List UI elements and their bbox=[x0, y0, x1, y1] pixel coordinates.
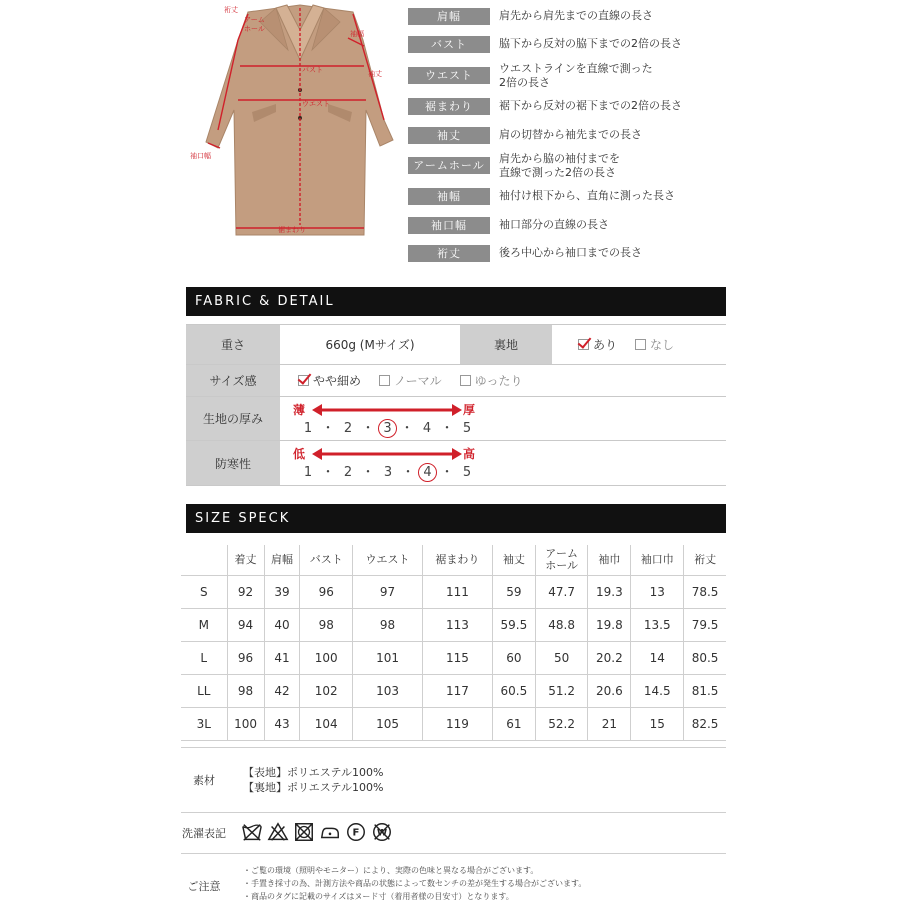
weight-label: 重さ bbox=[186, 325, 280, 364]
term-description: 肩先から肩先までの直線の長さ bbox=[499, 9, 653, 22]
table-row bbox=[181, 608, 726, 641]
lining-yes-option bbox=[578, 336, 617, 353]
size-cell: LL bbox=[181, 674, 227, 707]
double-arrow-icon bbox=[312, 404, 462, 416]
value-cell: 113 bbox=[422, 608, 492, 641]
value-cell: 94 bbox=[227, 608, 264, 641]
table-row bbox=[181, 674, 726, 707]
no-wet-clean-icon bbox=[371, 821, 393, 843]
value-cell: 100 bbox=[300, 641, 353, 674]
value-cell: 50 bbox=[535, 641, 587, 674]
term-label: バスト bbox=[408, 36, 490, 53]
unchecked-checkbox-icon bbox=[379, 375, 390, 386]
lining-options bbox=[578, 325, 726, 364]
term-row bbox=[408, 62, 708, 92]
term-description: 肩先から脇の袖付までを 直線で測った2倍の長さ bbox=[499, 151, 620, 179]
no-tumble-dry-icon bbox=[293, 821, 315, 843]
unchecked-checkbox-icon bbox=[635, 339, 646, 350]
value-cell: 15 bbox=[631, 707, 684, 740]
value-cell: 81.5 bbox=[684, 674, 726, 707]
coat-diagram bbox=[188, 0, 398, 245]
size-cell: L bbox=[181, 641, 227, 674]
scale-number: 2 bbox=[343, 465, 353, 480]
label-waist: ウエスト bbox=[302, 100, 330, 108]
value-cell: 98 bbox=[353, 608, 423, 641]
value-cell: 80.5 bbox=[684, 641, 726, 674]
table-row bbox=[181, 707, 726, 740]
note-line: ・手置き採寸の為、計測方法や商品の状態によって数センチの差が発生する場合がございます。 bbox=[243, 879, 587, 888]
scale-separator: ・ bbox=[440, 465, 454, 480]
material-line: 【表地】ポリエステル100% bbox=[243, 766, 384, 779]
term-label: ウエスト bbox=[408, 67, 490, 84]
fabric-table bbox=[186, 324, 726, 485]
term-label: 袖口幅 bbox=[408, 217, 490, 234]
material-row bbox=[181, 747, 726, 813]
value-cell: 14 bbox=[631, 641, 684, 674]
term-label: 肩幅 bbox=[408, 8, 490, 25]
dry-clean-f-icon bbox=[345, 821, 367, 843]
scale-separator: ・ bbox=[361, 465, 375, 480]
scale-number: 1 bbox=[303, 421, 313, 436]
checked-checkbox-icon bbox=[298, 375, 309, 386]
fabric-row-weight bbox=[186, 325, 726, 365]
header-cell bbox=[181, 545, 227, 575]
term-row bbox=[408, 214, 708, 239]
header-cell: ウエスト bbox=[353, 545, 423, 575]
value-cell: 59.5 bbox=[492, 608, 535, 641]
thickness-low-label: 薄 bbox=[293, 403, 306, 417]
value-cell: 13.5 bbox=[631, 608, 684, 641]
header-cell: 袖口巾 bbox=[631, 545, 684, 575]
value-cell: 117 bbox=[422, 674, 492, 707]
fabric-row-fit bbox=[186, 365, 726, 397]
fit-option-text: ゆったり bbox=[474, 374, 523, 388]
value-cell: 104 bbox=[300, 707, 353, 740]
scale-number: 5 bbox=[462, 421, 472, 436]
term-description: 脇下から反対の脇下までの2倍の長さ bbox=[499, 37, 682, 51]
thickness-scale-numbers bbox=[298, 417, 477, 438]
notes-label: ご注意 bbox=[187, 880, 221, 893]
value-cell: 115 bbox=[422, 641, 492, 674]
scale-separator: ・ bbox=[401, 465, 415, 480]
term-row bbox=[408, 124, 708, 149]
term-label: 袖幅 bbox=[408, 188, 490, 205]
header-cell: アーム ホール bbox=[535, 545, 587, 575]
svg-text:W: W bbox=[376, 827, 388, 839]
size-section-title: SIZE SPECK bbox=[186, 504, 726, 533]
term-row bbox=[408, 95, 708, 120]
term-description: 袖口部分の直線の長さ bbox=[499, 217, 609, 231]
value-cell: 101 bbox=[353, 641, 423, 674]
term-row bbox=[408, 242, 708, 267]
fit-option-text: ノーマル bbox=[394, 374, 442, 388]
value-cell: 79.5 bbox=[684, 608, 726, 641]
fit-options bbox=[298, 365, 718, 396]
lining-yes-text: あり bbox=[593, 338, 618, 352]
term-label: 裾まわり bbox=[408, 98, 490, 115]
value-cell: 43 bbox=[264, 707, 300, 740]
note-line: ・商品のタグに記載のサイズはヌード寸（着用者様の目安寸）となります。 bbox=[243, 892, 514, 900]
unchecked-checkbox-icon bbox=[460, 375, 471, 386]
measurement-guide bbox=[0, 0, 900, 262]
fit-option-slim bbox=[298, 372, 361, 389]
header-cell: 肩幅 bbox=[264, 545, 300, 575]
header-cell: 裄丈 bbox=[684, 545, 726, 575]
thickness-label: 生地の厚み bbox=[186, 397, 280, 440]
warmth-label: 防寒性 bbox=[186, 441, 280, 485]
value-cell: 19.3 bbox=[588, 575, 631, 608]
value-cell: 40 bbox=[264, 608, 300, 641]
value-cell: 13 bbox=[631, 575, 684, 608]
thickness-high-label: 厚 bbox=[463, 403, 476, 417]
warmth-scale-numbers bbox=[298, 461, 477, 482]
fit-option-loose bbox=[460, 372, 523, 389]
warmth-low-label: 低 bbox=[293, 447, 306, 461]
label-armhole: アーム bbox=[244, 16, 265, 24]
value-cell: 48.8 bbox=[535, 608, 587, 641]
term-row bbox=[408, 33, 708, 58]
value-cell: 39 bbox=[264, 575, 300, 608]
value-cell: 20.2 bbox=[588, 641, 631, 674]
low-iron-icon bbox=[319, 821, 341, 843]
value-cell: 102 bbox=[300, 674, 353, 707]
header-cell: 袖丈 bbox=[492, 545, 535, 575]
thickness-scale bbox=[290, 397, 490, 440]
value-cell: 61 bbox=[492, 707, 535, 740]
value-cell: 47.7 bbox=[535, 575, 587, 608]
washing-row bbox=[181, 813, 726, 854]
value-cell: 98 bbox=[300, 608, 353, 641]
value-cell: 82.5 bbox=[684, 707, 726, 740]
washing-label: 洗濯表記 bbox=[182, 827, 226, 840]
washing-icons bbox=[241, 821, 393, 843]
fabric-row-thickness bbox=[186, 397, 726, 441]
no-bleach-icon bbox=[267, 821, 289, 843]
term-list bbox=[408, 5, 708, 271]
value-cell: 19.8 bbox=[588, 608, 631, 641]
value-cell: 41 bbox=[264, 641, 300, 674]
term-description: ウエストラインを直線で測った 2倍の長さ bbox=[499, 61, 653, 89]
notes-row bbox=[181, 854, 726, 900]
checked-checkbox-icon bbox=[578, 339, 589, 350]
lining-label: 裏地 bbox=[460, 325, 552, 364]
scale-separator: ・ bbox=[440, 421, 454, 436]
term-label: 裄丈 bbox=[408, 245, 490, 262]
material-value bbox=[243, 765, 383, 795]
header-cell: 着丈 bbox=[227, 545, 264, 575]
value-cell: 119 bbox=[422, 707, 492, 740]
table-row bbox=[181, 641, 726, 674]
size-cell: M bbox=[181, 608, 227, 641]
value-cell: 92 bbox=[227, 575, 264, 608]
fabric-section-title: FABRIC & DETAIL bbox=[186, 287, 726, 316]
term-row bbox=[408, 5, 708, 30]
value-cell: 97 bbox=[353, 575, 423, 608]
size-table bbox=[181, 545, 726, 741]
value-cell: 51.2 bbox=[535, 674, 587, 707]
value-cell: 96 bbox=[227, 641, 264, 674]
label-sodeguchi: 袖口幅 bbox=[190, 152, 211, 160]
value-cell: 60 bbox=[492, 641, 535, 674]
scale-separator: ・ bbox=[321, 465, 335, 480]
value-cell: 105 bbox=[353, 707, 423, 740]
coat-illustration bbox=[188, 0, 398, 245]
term-row bbox=[408, 152, 708, 182]
value-cell: 78.5 bbox=[684, 575, 726, 608]
material-line: 【裏地】ポリエステル100% bbox=[243, 781, 384, 794]
term-description: 裾下から反対の裾下までの2倍の長さ bbox=[499, 99, 682, 113]
value-cell: 20.6 bbox=[588, 674, 631, 707]
scale-number: 5 bbox=[462, 465, 472, 480]
scale-number: 3 bbox=[383, 465, 393, 480]
header-cell: 裾まわり bbox=[422, 545, 492, 575]
lining-no-option bbox=[635, 336, 674, 353]
term-row bbox=[408, 185, 708, 210]
lining-no-text: なし bbox=[650, 338, 675, 352]
header-cell: バスト bbox=[300, 545, 353, 575]
warmth-scale bbox=[290, 441, 490, 485]
size-table-header bbox=[181, 545, 726, 575]
fit-label: サイズ感 bbox=[186, 365, 280, 396]
value-cell: 60.5 bbox=[492, 674, 535, 707]
label-armhole-2: ホール bbox=[244, 25, 265, 33]
fit-option-text: やや細め bbox=[313, 374, 362, 388]
scale-number: 2 bbox=[343, 421, 353, 436]
value-cell: 59 bbox=[492, 575, 535, 608]
label-sodetake: 袖丈 bbox=[368, 70, 382, 78]
label-bust: バスト bbox=[302, 66, 323, 74]
fabric-row-warmth bbox=[186, 441, 726, 486]
material-label: 素材 bbox=[193, 774, 215, 787]
scale-separator: ・ bbox=[321, 421, 335, 436]
size-cell: 3L bbox=[181, 707, 227, 740]
note-line: ・ご覧の環境（照明やモニター）により、実際の色味と異なる場合がございます。 bbox=[243, 866, 539, 875]
label-susomawari: 裾まわり bbox=[278, 226, 306, 234]
header-cell: 袖巾 bbox=[588, 545, 631, 575]
term-description: 袖付け根下から、直角に測った長さ bbox=[499, 189, 675, 203]
value-cell: 21 bbox=[588, 707, 631, 740]
label-yuki: 裄丈 bbox=[224, 6, 238, 14]
value-cell: 42 bbox=[264, 674, 300, 707]
scale-separator: ・ bbox=[400, 421, 414, 436]
no-wash-icon bbox=[241, 821, 263, 843]
value-cell: 111 bbox=[422, 575, 492, 608]
value-cell: 103 bbox=[353, 674, 423, 707]
term-description: 後ろ中心から袖口までの長さ bbox=[499, 246, 642, 260]
table-row bbox=[181, 575, 726, 608]
scale-number: 4 bbox=[422, 421, 432, 436]
term-label: 袖丈 bbox=[408, 127, 490, 144]
term-description: 肩の切替から袖先までの長さ bbox=[499, 127, 642, 141]
value-cell: 98 bbox=[227, 674, 264, 707]
notes-text bbox=[243, 864, 586, 900]
value-cell: 96 bbox=[300, 575, 353, 608]
svg-text:F: F bbox=[352, 827, 360, 839]
scale-number-selected: 4 bbox=[418, 463, 437, 482]
scale-number: 1 bbox=[303, 465, 313, 480]
label-sodehaba: 袖幅 bbox=[350, 30, 364, 38]
weight-value: 660g (Mサイズ) bbox=[325, 338, 415, 352]
scale-number-selected: 3 bbox=[378, 419, 397, 438]
warmth-high-label: 高 bbox=[463, 447, 476, 461]
fit-option-normal bbox=[379, 372, 442, 389]
value-cell: 100 bbox=[227, 707, 264, 740]
size-cell: S bbox=[181, 575, 227, 608]
scale-separator: ・ bbox=[361, 421, 375, 436]
term-label: アームホール bbox=[408, 157, 490, 174]
value-cell: 52.2 bbox=[535, 707, 587, 740]
double-arrow-icon bbox=[312, 448, 462, 460]
value-cell: 14.5 bbox=[631, 674, 684, 707]
